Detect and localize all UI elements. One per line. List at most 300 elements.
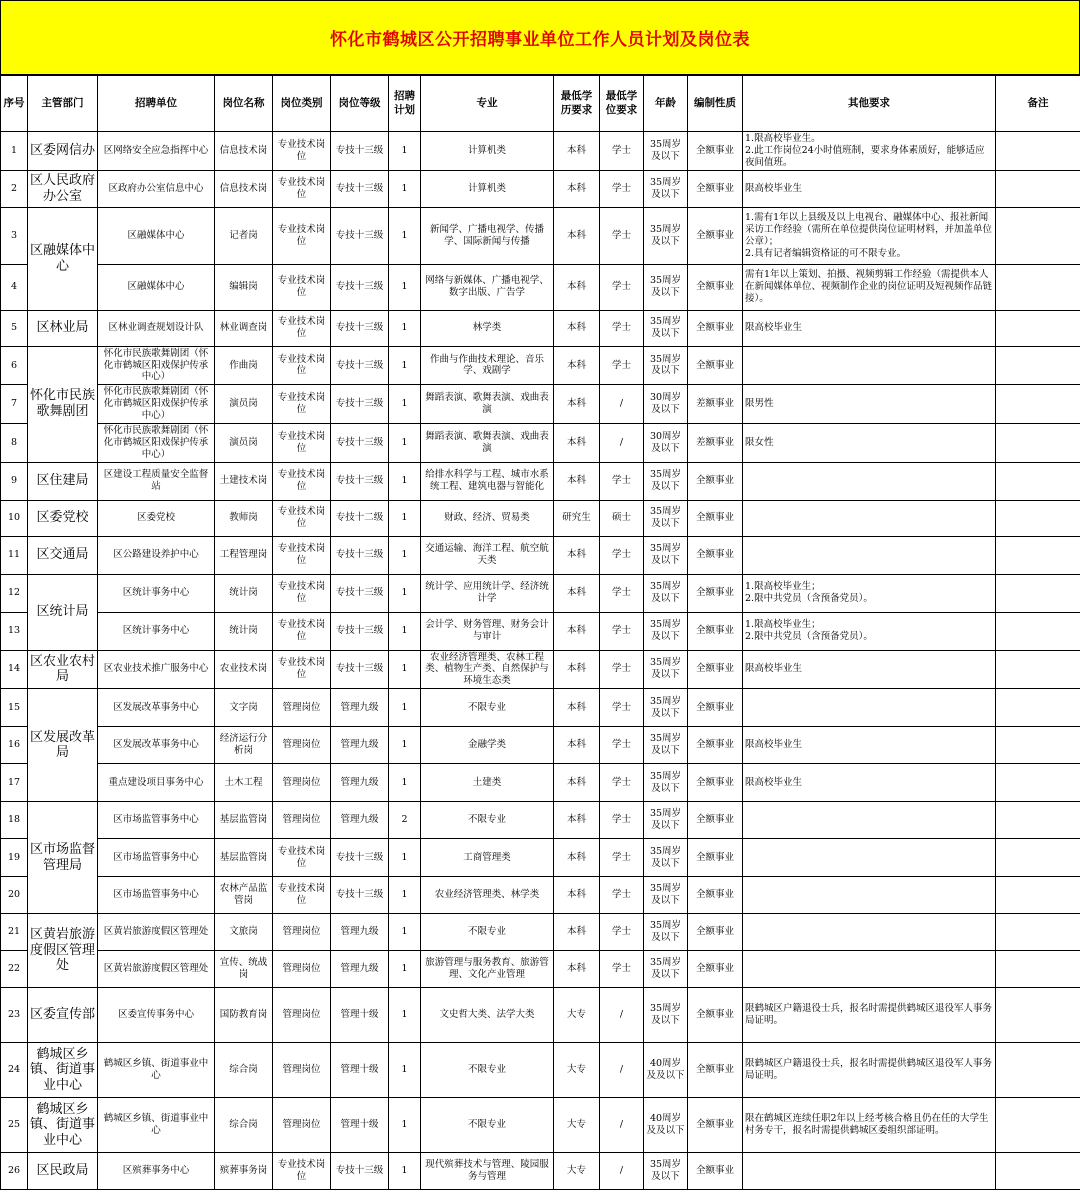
min-education-cell: 本科: [554, 650, 600, 689]
age-cell: 35周岁及以下: [644, 264, 688, 310]
table-row: [1, 385, 1080, 424]
min-education-cell: 本科: [554, 170, 600, 207]
row-number: 1: [1, 132, 28, 171]
staffing-nature-cell: 全额事业: [688, 1043, 743, 1098]
min-education-cell: 本科: [554, 310, 600, 346]
row-number: 20: [1, 877, 28, 914]
age-cell: 35周岁及以下: [644, 988, 688, 1043]
min-education-cell: 本科: [554, 423, 600, 462]
other-requirements-cell: [743, 462, 996, 500]
hiring-plan-cell: 1: [389, 650, 421, 689]
age-cell: 35周岁及以下: [644, 462, 688, 500]
other-requirements-cell: 限在鹤城区连续任职2年以上经考核合格且仍在任的大学生村务专干，报名时需提供鹤城区委组织部证明。: [743, 1098, 996, 1153]
major-cell: 文史哲大类、法学大类: [421, 988, 554, 1043]
hiring-plan-cell: 1: [389, 689, 421, 727]
post-category-cell: 专业技术岗位: [273, 385, 331, 424]
min-education-cell: 大专: [554, 1153, 600, 1190]
remarks-cell: [996, 877, 1080, 914]
staffing-nature-cell: 全额事业: [688, 951, 743, 988]
remarks-cell: [996, 170, 1080, 207]
hiring-plan-cell: 1: [389, 536, 421, 574]
post-grade-cell: 管理九级: [331, 727, 389, 764]
table-row: [1, 536, 1080, 574]
major-cell: 不限专业: [421, 1043, 554, 1098]
post-grade-cell: 专技十三级: [331, 612, 389, 650]
post-name-cell: 信息技术岗: [215, 132, 273, 171]
post-name-cell: 土木工程: [215, 764, 273, 802]
min-degree-cell: 学士: [600, 839, 644, 877]
post-category-cell: 专业技术岗位: [273, 1153, 331, 1190]
major-cell: 金融学类: [421, 727, 554, 764]
hiring-plan-cell: 1: [389, 951, 421, 988]
column-header: 招聘计划: [389, 76, 421, 132]
staffing-nature-cell: 全额事业: [688, 500, 743, 536]
major-cell: 土建类: [421, 764, 554, 802]
post-category-cell: 专业技术岗位: [273, 132, 331, 171]
other-requirements-cell: [743, 914, 996, 951]
table-row: [1, 310, 1080, 346]
department-cell: 区住建局: [28, 462, 98, 500]
min-education-cell: 本科: [554, 536, 600, 574]
other-requirements-cell: [743, 689, 996, 727]
age-cell: 35周岁及以下: [644, 1153, 688, 1190]
row-number: 16: [1, 727, 28, 764]
major-cell: 作曲与作曲技术理论、音乐学、戏剧学: [421, 346, 554, 385]
hiring-plan-cell: 2: [389, 802, 421, 839]
hiring-unit-cell: 区网络安全应急指挥中心: [98, 132, 215, 171]
table-row: [1, 574, 1080, 612]
major-cell: 舞蹈表演、歌舞表演、戏曲表演: [421, 423, 554, 462]
post-grade-cell: 专技十三级: [331, 462, 389, 500]
remarks-cell: [996, 951, 1080, 988]
post-category-cell: 管理岗位: [273, 727, 331, 764]
remarks-cell: [996, 1153, 1080, 1190]
row-number: 24: [1, 1043, 28, 1098]
department-cell: 区人民政府办公室: [28, 170, 98, 207]
staffing-nature-cell: 全额事业: [688, 877, 743, 914]
major-cell: 不限专业: [421, 802, 554, 839]
department-cell: 区委网信办: [28, 132, 98, 171]
post-category-cell: 专业技术岗位: [273, 612, 331, 650]
hiring-plan-cell: 1: [389, 385, 421, 424]
hiring-plan-cell: 1: [389, 727, 421, 764]
table-row: [1, 207, 1080, 264]
age-cell: 35周岁及以下: [644, 764, 688, 802]
major-cell: 新闻学、广播电视学、传播学、国际新闻与传播: [421, 207, 554, 264]
min-education-cell: 本科: [554, 346, 600, 385]
major-cell: 计算机类: [421, 132, 554, 171]
post-name-cell: 文字岗: [215, 689, 273, 727]
min-education-cell: 本科: [554, 612, 600, 650]
post-name-cell: 演员岗: [215, 423, 273, 462]
department-cell: 区林业局: [28, 310, 98, 346]
other-requirements-cell: 1.限高校毕业生； 2.限中共党员（含预备党员）。: [743, 612, 996, 650]
department-cell: 区农业农村局: [28, 650, 98, 689]
table-row: [1, 1098, 1080, 1153]
staffing-nature-cell: 全额事业: [688, 650, 743, 689]
post-grade-cell: 专技十三级: [331, 310, 389, 346]
table-row: [1, 1043, 1080, 1098]
min-degree-cell: 学士: [600, 914, 644, 951]
row-number: 26: [1, 1153, 28, 1190]
post-category-cell: 专业技术岗位: [273, 264, 331, 310]
other-requirements-cell: 限鹤城区户籍退役士兵，报名时需提供鹤城区退役军人事务局证明。: [743, 988, 996, 1043]
post-grade-cell: 专技十三级: [331, 132, 389, 171]
remarks-cell: [996, 1043, 1080, 1098]
hiring-unit-cell: 怀化市民族歌舞剧团（怀化市鹤城区阳戏保护传承中心）: [98, 385, 215, 424]
remarks-cell: [996, 727, 1080, 764]
row-number: 17: [1, 764, 28, 802]
other-requirements-cell: [743, 536, 996, 574]
post-category-cell: 专业技术岗位: [273, 462, 331, 500]
table-row: [1, 132, 1080, 171]
post-grade-cell: 专技十三级: [331, 170, 389, 207]
page-title: 怀化市鹤城区公开招聘事业单位工作人员计划及岗位表: [330, 30, 750, 50]
post-name-cell: 信息技术岗: [215, 170, 273, 207]
staffing-nature-cell: 全额事业: [688, 462, 743, 500]
hiring-unit-cell: 区统计事务中心: [98, 574, 215, 612]
department-cell: 区黄岩旅游度假区管理处: [28, 914, 98, 988]
post-category-cell: 专业技术岗位: [273, 423, 331, 462]
remarks-cell: [996, 385, 1080, 424]
column-header: 岗位名称: [215, 76, 273, 132]
remarks-cell: [996, 650, 1080, 689]
table-row: [1, 839, 1080, 877]
department-cell: 鹤城区乡镇、街道事业中心: [28, 1098, 98, 1153]
min-degree-cell: 学士: [600, 727, 644, 764]
post-category-cell: 专业技术岗位: [273, 650, 331, 689]
post-category-cell: 专业技术岗位: [273, 500, 331, 536]
other-requirements-cell: 1.限高校毕业生。 2.此工作岗位24小时值班制，要求身体素质好，能够适应夜间值班。: [743, 132, 996, 171]
hiring-plan-cell: 1: [389, 612, 421, 650]
min-education-cell: 本科: [554, 727, 600, 764]
min-degree-cell: 学士: [600, 346, 644, 385]
age-cell: 35周岁及以下: [644, 536, 688, 574]
column-header: 其他要求: [743, 76, 996, 132]
min-degree-cell: /: [600, 385, 644, 424]
other-requirements-cell: [743, 1153, 996, 1190]
post-name-cell: 农业技术岗: [215, 650, 273, 689]
age-cell: 40周岁及及以下: [644, 1098, 688, 1153]
post-grade-cell: 专技十三级: [331, 207, 389, 264]
post-grade-cell: 专技十三级: [331, 1153, 389, 1190]
row-number: 6: [1, 346, 28, 385]
hiring-plan-cell: 1: [389, 1153, 421, 1190]
row-number: 3: [1, 207, 28, 264]
staffing-nature-cell: 全额事业: [688, 802, 743, 839]
min-degree-cell: /: [600, 1153, 644, 1190]
remarks-cell: [996, 1098, 1080, 1153]
table-row: [1, 914, 1080, 951]
major-cell: 舞蹈表演、歌舞表演、戏曲表演: [421, 385, 554, 424]
post-name-cell: 综合岗: [215, 1043, 273, 1098]
remarks-cell: [996, 839, 1080, 877]
hiring-unit-cell: 鹤城区乡镇、街道事业中心: [98, 1043, 215, 1098]
min-education-cell: 本科: [554, 914, 600, 951]
row-number: 2: [1, 170, 28, 207]
post-name-cell: 作曲岗: [215, 346, 273, 385]
min-education-cell: 本科: [554, 264, 600, 310]
department-cell: 区民政局: [28, 1153, 98, 1190]
post-name-cell: 记者岗: [215, 207, 273, 264]
remarks-cell: [996, 612, 1080, 650]
table-row: [1, 346, 1080, 385]
hiring-plan-cell: 1: [389, 132, 421, 171]
remarks-cell: [996, 536, 1080, 574]
staffing-nature-cell: 全额事业: [688, 574, 743, 612]
min-education-cell: 大专: [554, 988, 600, 1043]
post-name-cell: 农林产品监管岗: [215, 877, 273, 914]
other-requirements-cell: [743, 951, 996, 988]
remarks-cell: [996, 914, 1080, 951]
major-cell: 网络与新媒体、广播电视学、数字出版、广告学: [421, 264, 554, 310]
post-grade-cell: 专技十三级: [331, 346, 389, 385]
table-row: [1, 1153, 1080, 1190]
hiring-unit-cell: 重点建设项目事务中心: [98, 764, 215, 802]
staffing-nature-cell: 全额事业: [688, 132, 743, 171]
row-number: 12: [1, 574, 28, 612]
post-name-cell: 教师岗: [215, 500, 273, 536]
post-name-cell: 国防教育岗: [215, 988, 273, 1043]
staffing-nature-cell: 全额事业: [688, 612, 743, 650]
post-category-cell: 管理岗位: [273, 802, 331, 839]
table-row: [1, 689, 1080, 727]
post-category-cell: 专业技术岗位: [273, 839, 331, 877]
row-number: 23: [1, 988, 28, 1043]
table-row: [1, 650, 1080, 689]
hiring-unit-cell: 区市场监管事务中心: [98, 877, 215, 914]
hiring-unit-cell: 区发展改革事务中心: [98, 689, 215, 727]
post-category-cell: 管理岗位: [273, 988, 331, 1043]
hiring-unit-cell: 区农业技术推广服务中心: [98, 650, 215, 689]
major-cell: 会计学、财务管理、财务会计与审计: [421, 612, 554, 650]
other-requirements-cell: 限高校毕业生: [743, 650, 996, 689]
age-cell: 30周岁及以下: [644, 385, 688, 424]
age-cell: 35周岁及以下: [644, 802, 688, 839]
header-row: [1, 76, 1080, 132]
post-category-cell: 专业技术岗位: [273, 574, 331, 612]
age-cell: 35周岁及以下: [644, 207, 688, 264]
major-cell: 现代殡葬技术与管理、陵园服务与管理: [421, 1153, 554, 1190]
age-cell: 40周岁及及以下: [644, 1043, 688, 1098]
post-name-cell: 林业调查岗: [215, 310, 273, 346]
min-degree-cell: 学士: [600, 207, 644, 264]
column-header: 岗位等级: [331, 76, 389, 132]
post-category-cell: 管理岗位: [273, 1043, 331, 1098]
min-education-cell: 本科: [554, 689, 600, 727]
min-degree-cell: /: [600, 1098, 644, 1153]
table-row: [1, 423, 1080, 462]
post-name-cell: 殡葬事务岗: [215, 1153, 273, 1190]
post-grade-cell: 管理九级: [331, 802, 389, 839]
hiring-unit-cell: 区建设工程质量安全监督站: [98, 462, 215, 500]
staffing-nature-cell: 全额事业: [688, 764, 743, 802]
min-degree-cell: 学士: [600, 650, 644, 689]
staffing-nature-cell: 全额事业: [688, 207, 743, 264]
hiring-plan-cell: 1: [389, 423, 421, 462]
hiring-unit-cell: 怀化市民族歌舞剧团（怀化市鹤城区阳戏保护传承中心）: [98, 346, 215, 385]
hiring-plan-cell: 1: [389, 310, 421, 346]
min-education-cell: 本科: [554, 764, 600, 802]
hiring-unit-cell: 怀化市民族歌舞剧团（怀化市鹤城区阳戏保护传承中心）: [98, 423, 215, 462]
table-body: [1, 132, 1080, 1190]
post-name-cell: 演员岗: [215, 385, 273, 424]
staffing-nature-cell: 全额事业: [688, 310, 743, 346]
hiring-plan-cell: 1: [389, 877, 421, 914]
min-education-cell: 本科: [554, 839, 600, 877]
major-cell: 财政、经济、贸易类: [421, 500, 554, 536]
post-category-cell: 管理岗位: [273, 1098, 331, 1153]
hiring-plan-cell: 1: [389, 1043, 421, 1098]
remarks-cell: [996, 988, 1080, 1043]
table-row: [1, 951, 1080, 988]
remarks-cell: [996, 802, 1080, 839]
age-cell: 35周岁及以下: [644, 650, 688, 689]
min-education-cell: 大专: [554, 1098, 600, 1153]
row-number: 21: [1, 914, 28, 951]
post-name-cell: 宣传、统战岗: [215, 951, 273, 988]
row-number: 13: [1, 612, 28, 650]
staffing-nature-cell: 全额事业: [688, 727, 743, 764]
post-grade-cell: 专技十三级: [331, 650, 389, 689]
min-degree-cell: 学士: [600, 951, 644, 988]
department-cell: 区融媒体中心: [28, 207, 98, 310]
major-cell: 农业经济管理类、林学类: [421, 877, 554, 914]
row-number: 10: [1, 500, 28, 536]
table-row: [1, 462, 1080, 500]
column-header: 主管部门: [28, 76, 98, 132]
department-cell: 区委宣传部: [28, 988, 98, 1043]
min-degree-cell: 学士: [600, 689, 644, 727]
remarks-cell: [996, 346, 1080, 385]
hiring-plan-cell: 1: [389, 346, 421, 385]
table-row: [1, 877, 1080, 914]
row-number: 7: [1, 385, 28, 424]
post-category-cell: 管理岗位: [273, 764, 331, 802]
remarks-cell: [996, 310, 1080, 346]
min-education-cell: 本科: [554, 132, 600, 171]
major-cell: 农业经济管理类、农林工程类、植物生产类、自然保护与环境生态类: [421, 650, 554, 689]
row-number: 8: [1, 423, 28, 462]
min-degree-cell: /: [600, 423, 644, 462]
post-grade-cell: 管理十级: [331, 1098, 389, 1153]
staffing-nature-cell: 全额事业: [688, 346, 743, 385]
row-number: 18: [1, 802, 28, 839]
table-row: [1, 264, 1080, 310]
post-grade-cell: 专技十三级: [331, 574, 389, 612]
remarks-cell: [996, 689, 1080, 727]
post-grade-cell: 管理九级: [331, 951, 389, 988]
positions-table: [0, 75, 1080, 1190]
post-name-cell: 经济运行分析岗: [215, 727, 273, 764]
hiring-unit-cell: 区委党校: [98, 500, 215, 536]
major-cell: 不限专业: [421, 1098, 554, 1153]
remarks-cell: [996, 574, 1080, 612]
other-requirements-cell: 限高校毕业生: [743, 764, 996, 802]
row-number: 5: [1, 310, 28, 346]
other-requirements-cell: 限高校毕业生: [743, 170, 996, 207]
min-degree-cell: /: [600, 1043, 644, 1098]
hiring-unit-cell: 区融媒体中心: [98, 207, 215, 264]
other-requirements-cell: 限高校毕业生: [743, 310, 996, 346]
hiring-plan-cell: 1: [389, 988, 421, 1043]
post-name-cell: 统计岗: [215, 612, 273, 650]
post-grade-cell: 管理九级: [331, 914, 389, 951]
major-cell: 不限专业: [421, 914, 554, 951]
column-header: 最低学历要求: [554, 76, 600, 132]
column-header: 年龄: [644, 76, 688, 132]
post-category-cell: 专业技术岗位: [273, 207, 331, 264]
post-grade-cell: 专技十三级: [331, 839, 389, 877]
major-cell: 工商管理类: [421, 839, 554, 877]
min-degree-cell: /: [600, 988, 644, 1043]
hiring-plan-cell: 1: [389, 764, 421, 802]
major-cell: 交通运输、海洋工程、航空航天类: [421, 536, 554, 574]
min-education-cell: 大专: [554, 1043, 600, 1098]
post-grade-cell: 管理九级: [331, 764, 389, 802]
table-row: [1, 500, 1080, 536]
post-category-cell: 管理岗位: [273, 951, 331, 988]
row-number: 9: [1, 462, 28, 500]
row-number: 4: [1, 264, 28, 310]
post-grade-cell: 专技十三级: [331, 385, 389, 424]
other-requirements-cell: 需有1年以上策划、拍摄、视频剪辑工作经验（需提供本人在新闻媒体单位、视频制作企业的岗位证明及短视频作品链接）。: [743, 264, 996, 310]
post-name-cell: 工程管理岗: [215, 536, 273, 574]
age-cell: 35周岁及以下: [644, 877, 688, 914]
column-header: 序号: [1, 76, 28, 132]
post-category-cell: 专业技术岗位: [273, 346, 331, 385]
title-bar: [0, 0, 1080, 75]
post-grade-cell: 专技十二级: [331, 500, 389, 536]
post-name-cell: 文旅岗: [215, 914, 273, 951]
age-cell: 30周岁及以下: [644, 423, 688, 462]
row-number: 11: [1, 536, 28, 574]
hiring-unit-cell: 区融媒体中心: [98, 264, 215, 310]
remarks-cell: [996, 764, 1080, 802]
remarks-cell: [996, 500, 1080, 536]
age-cell: 35周岁及以下: [644, 914, 688, 951]
hiring-unit-cell: 区委宣传事务中心: [98, 988, 215, 1043]
other-requirements-cell: [743, 839, 996, 877]
min-degree-cell: 学士: [600, 877, 644, 914]
min-education-cell: 本科: [554, 462, 600, 500]
department-cell: 区委党校: [28, 500, 98, 536]
min-degree-cell: 学士: [600, 170, 644, 207]
post-name-cell: 综合岗: [215, 1098, 273, 1153]
min-education-cell: 本科: [554, 877, 600, 914]
major-cell: 给排水科学与工程、城市水系统工程、建筑电器与智能化: [421, 462, 554, 500]
min-degree-cell: 学士: [600, 802, 644, 839]
hiring-plan-cell: 1: [389, 264, 421, 310]
hiring-plan-cell: 1: [389, 170, 421, 207]
row-number: 14: [1, 650, 28, 689]
age-cell: 35周岁及以下: [644, 500, 688, 536]
min-education-cell: 研究生: [554, 500, 600, 536]
other-requirements-cell: 限女性: [743, 423, 996, 462]
other-requirements-cell: [743, 346, 996, 385]
other-requirements-cell: 限男性: [743, 385, 996, 424]
min-degree-cell: 学士: [600, 574, 644, 612]
other-requirements-cell: [743, 500, 996, 536]
department-cell: 区统计局: [28, 574, 98, 650]
hiring-plan-cell: 1: [389, 500, 421, 536]
min-education-cell: 本科: [554, 574, 600, 612]
min-education-cell: 本科: [554, 951, 600, 988]
hiring-plan-cell: 1: [389, 207, 421, 264]
post-category-cell: 专业技术岗位: [273, 310, 331, 346]
column-header: 最低学位要求: [600, 76, 644, 132]
table-row: [1, 764, 1080, 802]
